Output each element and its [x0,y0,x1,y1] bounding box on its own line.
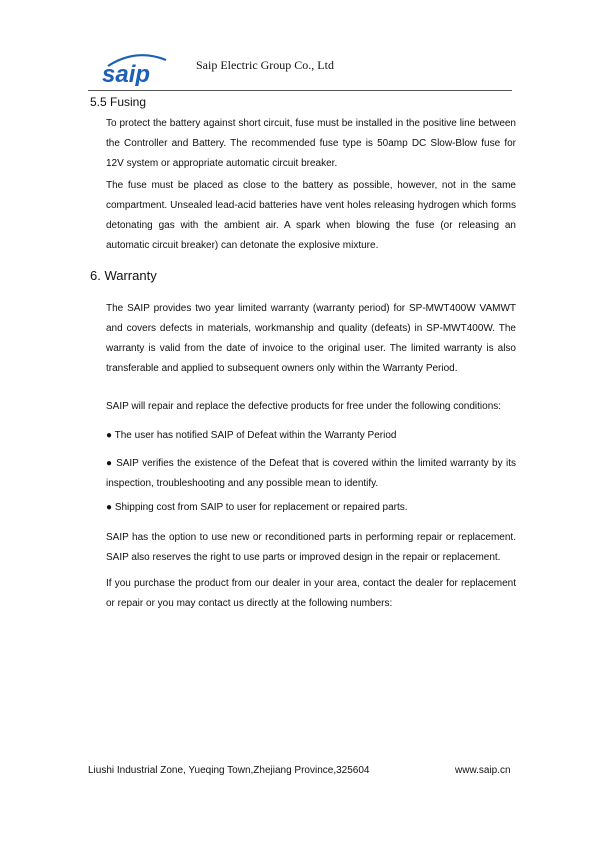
footer-website: www.saip.cn [455,765,511,776]
fusing-paragraph-1: To protect the battery against short circuit, fuse must be installed in the positive line between the Controller and Battery. The recommended fuse type is 50amp DC Slow-Blow fuse for 12V system or appropriate automatic circuit breaker. [106,118,516,169]
warranty-bullet-2: ● SAIP verifies the existence of the Defeat that is covered within the limited warranty by its inspection, troubleshooting and any possible mean to identify. [106,458,516,489]
warranty-bullet-1: ● The user has notified SAIP of Defeat within the Warranty Period [106,430,397,441]
saip-logo [100,50,172,86]
fusing-paragraph-2: The fuse must be placed as close to the battery as possible, however, not in the same compartment. Unsealed lead-acid batteries have vent holes releasing hydrogen which forms detonating gas with the ambient air. A spark when blowing the fuse (or releasing an automatic circuit breaker) can detonate the explosive mixture. [106,180,516,251]
fusing-heading: 5.5 Fusing [90,95,147,109]
warranty-paragraph-3: SAIP has the option to use new or reconditioned parts in performing repair or replacement. SAIP also reserves the right to use parts or improved design in the repair or replacement. [106,532,516,563]
warranty-paragraph-1: The SAIP provides two year limited warranty (warranty period) for SP-MWT400W VAMWT and covers defects in materials, workmanship and quality (defeats) in SP-MWT400W. The warranty is valid from the date of invoice to the original user. The limited warranty is also transferable and applied to subsequent owners only within the Warranty Period. [106,303,516,374]
warranty-paragraph-4: If you purchase the product from our dealer in your area, contact the dealer for replacement or repair or you may contact us directly at the following numbers: [106,578,516,609]
warranty-heading: 6. Warranty [90,268,157,283]
warranty-paragraph-2: SAIP will repair and replace the defective products for free under the following conditions: [106,401,502,412]
header-divider [88,90,512,91]
company-name: Saip Electric Group Co., Ltd [196,58,334,72]
footer-address: Liushi Industrial Zone, Yueqing Town,Zhejiang Province,325604 [88,765,370,776]
svg-text:saip: saip [102,61,151,86]
warranty-bullet-3: ● Shipping cost from SAIP to user for replacement or repaired parts. [106,502,408,513]
